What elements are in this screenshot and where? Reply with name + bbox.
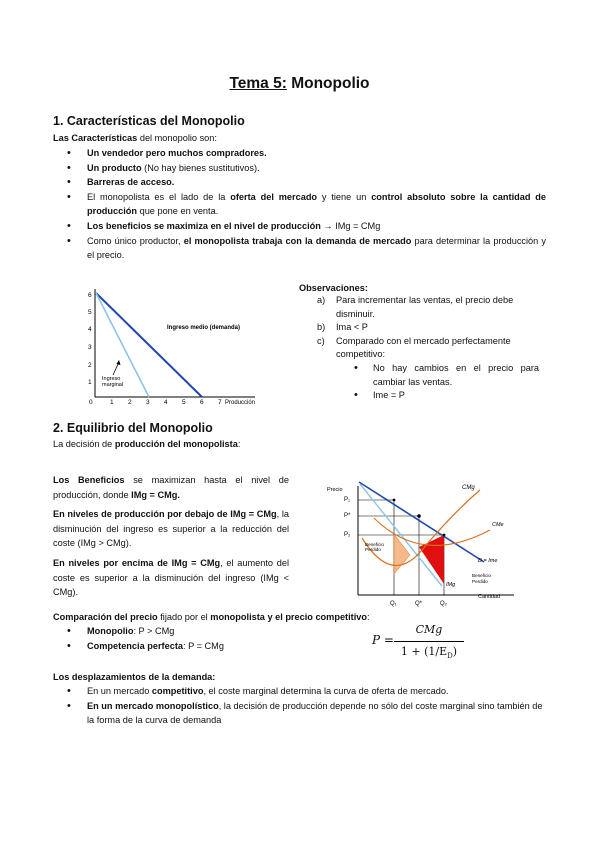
para-above: En niveles por encima de IMg = CMg, el aumento del coste es superior a la disminución del ingreso (IMg < CMg). — [53, 558, 289, 598]
loss-left-label-1: Beneficio — [365, 542, 384, 547]
x-tick-label: 7 — [218, 399, 222, 406]
x-axis-label: Producción — [225, 400, 256, 406]
x-axis-label: Cantidad — [478, 594, 501, 600]
page-title — [0, 75, 599, 93]
list-item: • Los beneficios se maximiza en el nivel de producción → IMg = CMg — [53, 219, 546, 234]
observaciones-heading: Observaciones: — [299, 283, 368, 293]
observaciones-list — [299, 294, 539, 403]
list-item: • Ime = P — [354, 389, 539, 403]
qstar-label: Q* — [415, 601, 423, 607]
loss-right-label-1: Beneficio — [472, 573, 491, 578]
comparison-list — [53, 624, 353, 653]
section1-heading: 1. Características del Monopolio — [53, 114, 245, 128]
title-prefix: Tema 5: — [229, 75, 287, 92]
list-item: b) Ima < P — [317, 322, 368, 333]
marginal-label-line2: marginal — [102, 382, 124, 388]
y-tick-labels — [88, 292, 93, 406]
p1-point — [393, 499, 396, 502]
list-item: • En un mercado monopolístico, la decisión de producción depende no sólo del coste marginal sino también de la forma de la curva de demanda — [53, 699, 546, 728]
formula-lhs: P = — [372, 633, 394, 647]
y-tick-label: 2 — [88, 362, 92, 369]
x-tick-label: 1 — [110, 399, 114, 406]
list-item: • No hay cambios en el precio para cambiar las ventas. — [354, 362, 539, 389]
p2-point — [443, 534, 446, 537]
x-tick-labels — [110, 399, 222, 406]
y-tick-label: 1 — [88, 379, 92, 386]
marginal-cost-curve — [362, 490, 480, 565]
p1-label: P₁ — [344, 497, 351, 503]
shifts-list — [53, 684, 546, 728]
x-tick-label: 4 — [164, 399, 168, 406]
x-tick-label: 2 — [128, 399, 132, 406]
y-tick-label: 0 — [89, 399, 93, 406]
y-tick-label: 3 — [88, 344, 92, 351]
cme-label: CMe — [492, 522, 504, 528]
q2-label: Q₂ — [440, 601, 447, 607]
x-tick-label: 3 — [146, 399, 150, 406]
section1-intro: Las Características del monopolio son: — [53, 133, 217, 143]
list-item: • Monopolio: P > CMg — [53, 624, 353, 639]
q1-label: Q₁ — [390, 601, 397, 607]
x-tick-label: 6 — [200, 399, 204, 406]
pstar-label: P* — [344, 513, 351, 519]
x-tick-label: 5 — [182, 399, 186, 406]
shifts-heading: Los desplazamientos de la demanda: — [53, 672, 216, 682]
formula-numerator: CMg — [415, 623, 443, 636]
comparison-heading: Comparación del precio fijado por el monopolista y el precio competitivo: — [53, 612, 370, 622]
revenue-chart — [85, 283, 265, 411]
equilibrium-point — [417, 514, 421, 518]
marginal-label-line1: Ingreso — [102, 376, 121, 382]
list-item: • El monopolista es el lado de la oferta del mercado y tiene un control absoluto sobre la cantidad de producción que pone en venta. — [53, 190, 546, 219]
list-item: • Un producto (No hay bienes sustitutivos). — [53, 161, 546, 176]
loss-right-label-2: Perdido — [472, 579, 488, 584]
p2-label: P₂ — [344, 532, 351, 538]
y-tick-label: 4 — [88, 326, 92, 333]
characteristics-list — [53, 146, 546, 263]
list-item: • Un vendedor pero muchos compradores. — [53, 146, 546, 161]
title-main: Monopolio — [286, 75, 370, 92]
price-formula — [372, 621, 472, 665]
demand-label: Ingreso medio (demanda) — [167, 325, 241, 331]
section2-intro: La decisión de producción del monopolista: — [53, 439, 241, 449]
list-item: • En un mercado competitivo, el coste marginal determina la curva de oferta de mercado. — [53, 684, 546, 699]
list-item: c) Comparado con el mercado perfectamente competitivo: • No hay cambios en el precio para cambiar las ventas. • Ime = P — [299, 335, 539, 403]
demand-label: D = Ime — [478, 558, 498, 564]
lost-profit-right-area — [419, 535, 444, 584]
section2-heading: 2. Equilibrio del Monopolio — [53, 421, 213, 435]
list-item: • Barreras de acceso. — [53, 175, 546, 190]
para-below: En niveles de producción por debajo de IMg = CMg, la disminución del ingreso es superior a la reducción del coste (IMg > CMg). — [53, 509, 289, 549]
list-item: • Competencia perfecta: P = CMg — [53, 639, 353, 654]
img-label: IMg — [446, 582, 456, 588]
list-item: a) Para incrementar las ventas, el precio debe disminuir. — [317, 295, 514, 319]
formula-denominator: $1 + (1/E_D)$ — [400, 645, 458, 661]
fraction-bar — [394, 641, 464, 642]
pointer-arrowhead — [117, 360, 121, 365]
y-tick-label: 5 — [88, 309, 92, 316]
para-beneficios: Los Beneficios se maximizan hasta el nivel de producción, donde IMg = CMg. — [53, 475, 289, 500]
list-item: • Como único productor, el monopolista trabaja con la demanda de mercado para determinar la producción y el precio. — [53, 234, 546, 263]
loss-left-label-2: Perdido — [365, 547, 381, 552]
cmg-label: CMg — [462, 485, 475, 491]
equilibrium-chart — [322, 474, 518, 612]
y-axis-label: Precio — [327, 487, 343, 493]
y-tick-label: 6 — [88, 292, 92, 299]
observaciones-sublist — [354, 362, 539, 403]
